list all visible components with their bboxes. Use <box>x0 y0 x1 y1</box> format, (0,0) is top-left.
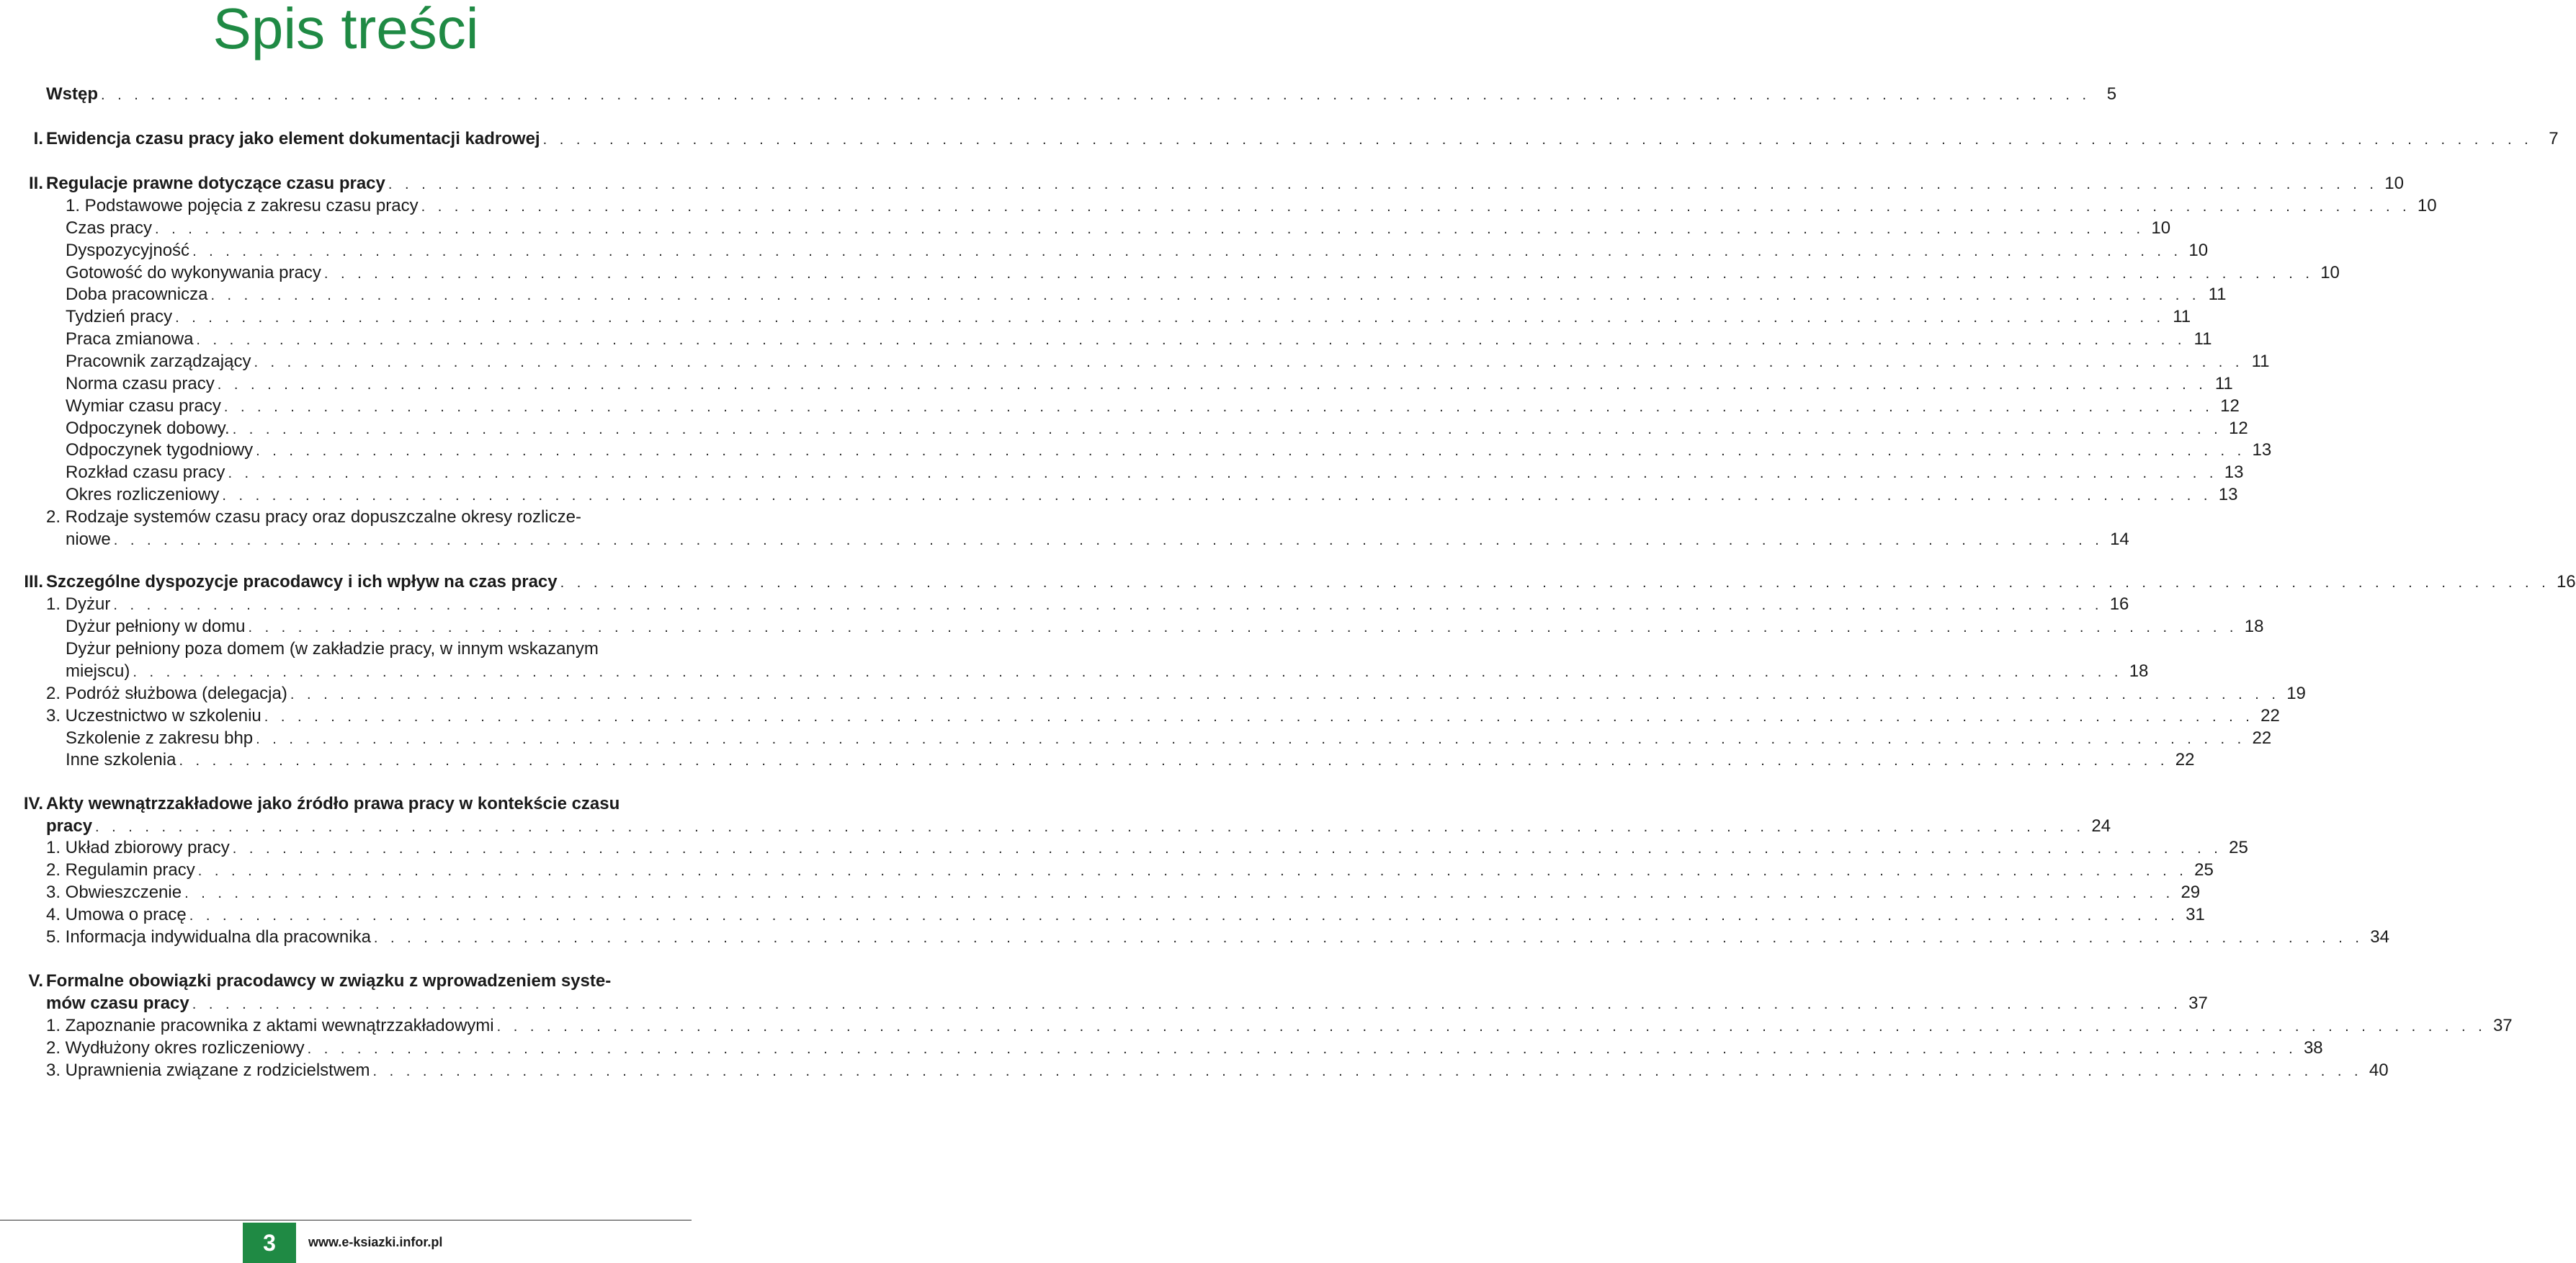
dot-leader: . . . . . . . . . . . . . . . . . . . . . . . . . . . . . . . . . . . . . . . . . . . . . . . . . . . . . . . . . . . . . . . . . . . . . . . . . . . . . . . . . . . . . . . . . . . . . . . . . . . . . . . . . . . . . . . . . . . . . . . . <box>196 332 2186 348</box>
dot-leader: . . . . . . . . . . . . . . . . . . . . . . . . . . . . . . . . . . . . . . . . . . . . . . . . . . . . . . . . . . . . . . . . . . . . . . . . . . . . . . . . . . . . . . . . . . . . . . . . . . . . . . . . . . . . . . . . . . . . . . . . <box>175 310 2165 326</box>
toc-entry[interactable] <box>66 262 2340 284</box>
toc-page-number: 37 <box>2188 994 2208 1013</box>
toc-entry-text: 1. Zapoznanie pracownika z aktami wewnątrzzakładowymi <box>46 1016 494 1035</box>
toc-entry[interactable] <box>46 882 2201 903</box>
toc-entry-text: miejscu) <box>66 661 130 681</box>
toc-entry-text: Regulacje prawne dotyczące czasu pracy <box>46 174 385 193</box>
dot-leader: . . . . . . . . . . . . . . . . . . . . . . . . . . . . . . . . . . . . . . . . . . . . . . . . . . . . . . . . . . . . . . . . . . . . . . . . . . . . . . . . . . . . . . . . . . . . . . . . . . . . . . . . . . . . . . . . . . . . . . . . <box>113 532 2103 548</box>
toc-entry[interactable] <box>66 240 2209 262</box>
toc-page-number: 13 <box>2218 485 2238 504</box>
toc-page-number: 18 <box>2244 617 2264 636</box>
page-title: Spis treści <box>213 0 479 61</box>
toc-page-number: 38 <box>2303 1038 2323 1058</box>
toc-entry[interactable] <box>46 993 2208 1014</box>
toc-entry[interactable] <box>46 705 2280 727</box>
toc-entry[interactable] <box>46 1015 2513 1037</box>
toc-entry[interactable] <box>66 218 2171 239</box>
toc-entry-text: Okres rozliczeniowy <box>66 485 220 504</box>
dot-leader: . . . . . . . . . . . . . . . . . . . . . . . . . . . . . . . . . . . . . . . . . . . . . . . . . . . . . . . . . . . . . . . . . . . . . . . . . . . . . . . . . . . . . . . . . . . . . . . . . . . . . . . . . . . . . . . . . . . . . . . . <box>248 620 2238 635</box>
toc-entry-text: Rozkład czasu pracy <box>66 463 225 482</box>
dot-leader: . . . . . . . . . . . . . . . . . . . . . . . . . . . . . . . . . . . . . . . . . . . . . . . . . . . . . . . . . . . . . . . . . . . . . . . . . . . . . . . . . . . . . . . . . . . . . . . . . . . . . . . . . . . . . . . . . . . . . . . . <box>228 465 2218 481</box>
toc-entry-text: 1. Dyżur <box>46 594 111 614</box>
toc-entry[interactable] <box>66 306 2191 328</box>
toc-entry[interactable] <box>46 1060 2389 1081</box>
dot-leader: . . . . . . . . . . . . . . . . . . . . . . . . . . . . . . . . . . . . . . . . . . . . . . . . . . . . . . . . . . . . . . . . . . . . . . . . . . . . . . . . . . . . . . . . . . . . . . . . . . . . . . . . . . . . . . . . . . . . . . . . <box>101 87 2091 103</box>
dot-leader: . . . . . . . . . . . . . . . . . . . . . . . . . . . . . . . . . . . . . . . . . . . . . . . . . . . . . . . . . . . . . . . . . . . . . . . . . . . . . . . . . . . . . . . . . . . . . . . . . . . . . . . . . . . . . . . . . . . . . . . . <box>496 1019 2487 1035</box>
dot-leader: . . . . . . . . . . . . . . . . . . . . . . . . . . . . . . . . . . . . . . . . . . . . . . . . . . . . . . . . . . . . . . . . . . . . . . . . . . . . . . . . . . . . . . . . . . . . . . . . . . . . . . . . . . . . . . . . . . . . . . . . <box>189 908 2179 924</box>
dot-leader: . . . . . . . . . . . . . . . . . . . . . . . . . . . . . . . . . . . . . . . . . . . . . . . . . . . . . . . . . . . . . . . . . . . . . . . . . . . . . . . . . . . . . . . . . . . . . . . . . . . . . . . . . . . . . . . . . . . . . . . . <box>179 753 2169 769</box>
toc-chapter-number: I. <box>33 129 43 148</box>
toc-page-number: 25 <box>2229 838 2248 857</box>
dot-leader: . . . . . . . . . . . . . . . . . . . . . . . . . . . . . . . . . . . . . . . . . . . . . . . . . . . . . . . . . . . . . . . . . . . . . . . . . . . . . . . . . . . . . . . . . . . . . . . . . . . . . . . . . . . . . . . . . . . . . . . . <box>373 930 2363 946</box>
toc-page-number: 10 <box>2384 174 2404 193</box>
toc-page-number: 11 <box>2208 285 2227 304</box>
toc-entry[interactable] <box>46 173 2404 195</box>
dot-leader: . . . . . . . . . . . . . . . . . . . . . . . . . . . . . . . . . . . . . . . . . . . . . . . . . . . . . . . . . . . . . . . . . . . . . . . . . . . . . . . . . . . . . . . . . . . . . . . . . . . . . . . . . . . . . . . . . . . . . . . . <box>217 377 2207 393</box>
toc-entry-text-line1: Dyżur pełniony poza domem (w zakładzie pracy, w innym wskazanym <box>66 639 599 659</box>
toc-entry[interactable] <box>46 904 2205 926</box>
toc-entry[interactable] <box>46 128 2559 150</box>
dot-leader: . . . . . . . . . . . . . . . . . . . . . . . . . . . . . . . . . . . . . . . . . . . . . . . . . . . . . . . . . . . . . . . . . . . . . . . . . . . . . . . . . . . . . . . . . . . . . . . . . . . . . . . . . . . . . . . . . . . . . . . . <box>223 399 2214 415</box>
dot-leader: . . . . . . . . . . . . . . . . . . . . . . . . . . . . . . . . . . . . . . . . . . . . . . . . . . . . . . . . . . . . . . . . . . . . . . . . . . . . . . . . . . . . . . . . . . . . . . . . . . . . . . . . . . . . . . . . . . . . . . . . <box>113 597 2103 613</box>
toc-entry[interactable] <box>66 616 2264 638</box>
dot-leader: . . . . . . . . . . . . . . . . . . . . . . . . . . . . . . . . . . . . . . . . . . . . . . . . . . . . . . . . . . . . . . . . . . . . . . . . . . . . . . . . . . . . . . . . . . . . . . . . . . . . . . . . . . . . . . . . . . . . . . . . <box>197 863 2188 879</box>
toc-page-number: 10 <box>2417 196 2437 215</box>
toc-entry-text: Ewidencja czasu pracy jako element dokumentacji kadrowej <box>46 129 540 148</box>
dot-leader: . . . . . . . . . . . . . . . . . . . . . . . . . . . . . . . . . . . . . . . . . . . . . . . . . . . . . . . . . . . . . . . . . . . . . . . . . . . . . . . . . . . . . . . . . . . . . . . . . . . . . . . . . . . . . . . . . . . . . . . . <box>95 819 2085 835</box>
toc-entry-text: mów czasu pracy <box>46 994 189 1013</box>
toc-page-number: 22 <box>2175 750 2195 769</box>
toc-entry-text: 2. Wydłużony okres rozliczeniowy <box>46 1038 305 1058</box>
toc-entry[interactable] <box>66 396 2240 417</box>
dot-leader: . . . . . . . . . . . . . . . . . . . . . . . . . . . . . . . . . . . . . . . . . . . . . . . . . . . . . . . . . . . . . . . . . . . . . . . . . . . . . . . . . . . . . . . . . . . . . . . . . . . . . . . . . . . . . . . . . . . . . . . . <box>210 287 2201 303</box>
toc-page-number: 24 <box>2091 816 2111 836</box>
toc-entry[interactable] <box>66 484 2238 506</box>
toc-entry[interactable] <box>46 927 2389 948</box>
toc-entry-text: 3. Uczestnictwo w szkoleniu <box>46 706 261 726</box>
toc-entry[interactable] <box>66 728 2272 749</box>
toc-page-number: 14 <box>2110 530 2129 549</box>
dot-leader: . . . . . . . . . . . . . . . . . . . . . . . . . . . . . . . . . . . . . . . . . . . . . . . . . . . . . . . . . . . . . . . . . . . . . . . . . . . . . . . . . . . . . . . . . . . . . . . . . . . . . . . . . . . . . . . . . . . . . . . . <box>232 421 2222 437</box>
toc-page-number: 10 <box>2151 218 2171 238</box>
dot-leader: . . . . . . . . . . . . . . . . . . . . . . . . . . . . . . . . . . . . . . . . . . . . . . . . . . . . . . . . . . . . . . . . . . . . . . . . . . . . . . . . . . . . . . . . . . . . . . . . . . . . . . . . . . . . . . . . . . . . . . . . <box>256 731 2246 747</box>
toc-entry-text: Szczególne dyspozycje pracodawcy i ich wpływ na czas pracy <box>46 572 558 592</box>
toc-page-number: 25 <box>2194 860 2214 880</box>
toc-page-number: 10 <box>2320 263 2340 282</box>
dot-leader: . . . . . . . . . . . . . . . . . . . . . . . . . . . . . . . . . . . . . . . . . . . . . . . . . . . . . . . . . . . . . . . . . . . . . . . . . . . . . . . . . . . . . . . . . . . . . . . . . . . . . . . . . . . . . . . . . . . . . . . . <box>290 687 2280 702</box>
dot-leader: . . . . . . . . . . . . . . . . . . . . . . . . . . . . . . . . . . . . . . . . . . . . . . . . . . . . . . . . . . . . . . . . . . . . . . . . . . . . . . . . . . . . . . . . . . . . . . . . . . . . . . . . . . . . . . . . . . . . . . . . <box>133 664 2123 680</box>
dot-leader: . . . . . . . . . . . . . . . . . . . . . . . . . . . . . . . . . . . . . . . . . . . . . . . . . . . . . . . . . . . . . . . . . . . . . . . . . . . . . . . . . . . . . . . . . . . . . . . . . . . . . . . . . . . . . . . . . . . . . . . . <box>232 841 2222 857</box>
toc-entry-text-line1: Formalne obowiązki pracodawcy w związku z wprowadzeniem syste- <box>46 971 612 991</box>
toc-page-number: 12 <box>2220 396 2240 416</box>
toc-page-number: 16 <box>2556 572 2576 592</box>
footer-url: www.e-ksiazki.infor.pl <box>308 1235 443 1249</box>
toc-entry-text: Odpoczynek dobowy. <box>66 419 230 438</box>
toc-page-number: 11 <box>2193 329 2212 349</box>
dot-leader: . . . . . . . . . . . . . . . . . . . . . . . . . . . . . . . . . . . . . . . . . . . . . . . . . . . . . . . . . . . . . . . . . . . . . . . . . . . . . . . . . . . . . . . . . . . . . . . . . . . . . . . . . . . . . . . . . . . . . . . . <box>192 244 2183 259</box>
toc-entry[interactable] <box>66 439 2272 461</box>
footer-page-number: 3 <box>243 1223 296 1263</box>
toc-entry[interactable] <box>66 351 2270 372</box>
toc-entry-text: niowe <box>66 530 111 549</box>
toc-page-number: 34 <box>2370 927 2389 947</box>
toc-entry-text: Dyżur pełniony w domu <box>66 617 246 636</box>
toc-entry-text-line1: Akty wewnątrzzakładowe jako źródło prawa pracy w kontekście czasu <box>46 794 620 813</box>
toc-entry[interactable] <box>46 571 2576 593</box>
toc-entry[interactable] <box>46 683 2306 705</box>
toc-page-number: 13 <box>2252 440 2272 460</box>
toc-page-number: 22 <box>2260 706 2280 726</box>
toc-entry[interactable] <box>66 661 2149 682</box>
toc-entry-text: Pracownik zarządzający <box>66 352 251 371</box>
toc-entry[interactable] <box>46 837 2248 859</box>
toc-entry-text: Dyspozycyjność <box>66 241 190 260</box>
toc-entry[interactable] <box>46 860 2214 881</box>
toc-entry-text: Tydzień pracy <box>66 307 173 326</box>
toc-entry[interactable] <box>66 329 2212 350</box>
toc-page-number: 31 <box>2186 905 2205 924</box>
toc-entry-text: 1. Podstawowe pojęcia z zakresu czasu pracy <box>66 196 419 215</box>
toc-chapter-number: V. <box>28 971 43 991</box>
dot-leader: . . . . . . . . . . . . . . . . . . . . . . . . . . . . . . . . . . . . . . . . . . . . . . . . . . . . . . . . . . . . . . . . . . . . . . . . . . . . . . . . . . . . . . . . . . . . . . . . . . . . . . . . . . . . . . . . . . . . . . . . <box>307 1041 2297 1057</box>
toc-entry[interactable] <box>46 84 2117 105</box>
dot-leader: . . . . . . . . . . . . . . . . . . . . . . . . . . . . . . . . . . . . . . . . . . . . . . . . . . . . . . . . . . . . . . . . . . . . . . . . . . . . . . . . . . . . . . . . . . . . . . . . . . . . . . . . . . . . . . . . . . . . . . . . <box>222 488 2212 504</box>
toc-entry-text: 2. Regulamin pracy <box>46 860 195 880</box>
dot-leader: . . . . . . . . . . . . . . . . . . . . . . . . . . . . . . . . . . . . . . . . . . . . . . . . . . . . . . . . . . . . . . . . . . . . . . . . . . . . . . . . . . . . . . . . . . . . . . . . . . . . . . . . . . . . . . . . . . . . . . . . <box>542 132 2533 148</box>
toc-entry-text: 5. Informacja indywidualna dla pracownika <box>46 927 371 947</box>
toc-entry-text: Czas pracy <box>66 218 153 238</box>
dot-leader: . . . . . . . . . . . . . . . . . . . . . . . . . . . . . . . . . . . . . . . . . . . . . . . . . . . . . . . . . . . . . . . . . . . . . . . . . . . . . . . . . . . . . . . . . . . . . . . . . . . . . . . . . . . . . . . . . . . . . . . . <box>388 177 2378 192</box>
toc-entry[interactable] <box>66 749 2195 771</box>
toc-entry-text: Norma czasu pracy <box>66 374 215 393</box>
toc-chapter-number: III. <box>24 572 43 592</box>
dot-leader: . . . . . . . . . . . . . . . . . . . . . . . . . . . . . . . . . . . . . . . . . . . . . . . . . . . . . . . . . . . . . . . . . . . . . . . . . . . . . . . . . . . . . . . . . . . . . . . . . . . . . . . . . . . . . . . . . . . . . . . . <box>192 996 2182 1012</box>
toc-page-number: 11 <box>2251 352 2270 371</box>
toc-page-number: 13 <box>2224 463 2244 482</box>
toc-entry[interactable] <box>66 284 2227 305</box>
toc-entry-text: 2. Podróż służbowa (delegacja) <box>46 684 287 703</box>
toc-chapter-number: IV. <box>23 794 43 813</box>
toc-page-number: 16 <box>2109 594 2129 614</box>
toc-page-number: 11 <box>2214 374 2233 393</box>
toc-entry-text: Gotowość do wykonywania pracy <box>66 263 321 282</box>
dot-leader: . . . . . . . . . . . . . . . . . . . . . . . . . . . . . . . . . . . . . . . . . . . . . . . . . . . . . . . . . . . . . . . . . . . . . . . . . . . . . . . . . . . . . . . . . . . . . . . . . . . . . . . . . . . . . . . . . . . . . . . . <box>323 266 2314 282</box>
toc-page-number: 19 <box>2286 684 2306 703</box>
toc-page-number: 12 <box>2229 419 2248 438</box>
toc-entry[interactable] <box>66 529 2129 550</box>
toc-entry-text: 3. Uprawnienia związane z rodzicielstwem <box>46 1061 370 1080</box>
toc-entry[interactable] <box>46 594 2129 615</box>
dot-leader: . . . . . . . . . . . . . . . . . . . . . . . . . . . . . . . . . . . . . . . . . . . . . . . . . . . . . . . . . . . . . . . . . . . . . . . . . . . . . . . . . . . . . . . . . . . . . . . . . . . . . . . . . . . . . . . . . . . . . . . . <box>184 885 2175 901</box>
toc-page-number: 40 <box>2369 1061 2389 1080</box>
toc-entry[interactable] <box>66 462 2244 483</box>
toc-entry-text: Wstęp <box>46 84 98 104</box>
toc-entry[interactable] <box>66 195 2437 217</box>
toc-entry-text: Odpoczynek tygodniowy <box>66 440 254 460</box>
dot-leader: . . . . . . . . . . . . . . . . . . . . . . . . . . . . . . . . . . . . . . . . . . . . . . . . . . . . . . . . . . . . . . . . . . . . . . . . . . . . . . . . . . . . . . . . . . . . . . . . . . . . . . . . . . . . . . . . . . . . . . . . <box>560 575 2550 591</box>
toc-page-number: 37 <box>2492 1016 2513 1035</box>
toc-entry-text: 1. Układ zbiorowy pracy <box>46 838 230 857</box>
toc-entry-text: Doba pracownicza <box>66 285 208 304</box>
toc-entry-text: 3. Obwieszczenie <box>46 883 182 902</box>
toc-entry-text: pracy <box>46 816 93 836</box>
toc-page-number: 5 <box>2106 84 2117 104</box>
toc-entry-text: Wymiar czasu pracy <box>66 396 221 416</box>
toc-entry-text-line1: 2. Rodzaje systemów czasu pracy oraz dopuszczalne okresy rozlicze- <box>46 507 581 527</box>
toc-entry-text: Szkolenie z zakresu bhp <box>66 728 254 748</box>
toc-page-number: 29 <box>2181 883 2201 902</box>
toc-entry[interactable] <box>66 418 2248 439</box>
dot-leader: . . . . . . . . . . . . . . . . . . . . . . . . . . . . . . . . . . . . . . . . . . . . . . . . . . . . . . . . . . . . . . . . . . . . . . . . . . . . . . . . . . . . . . . . . . . . . . . . . . . . . . . . . . . . . . . . . . . . . . . . <box>256 443 2246 459</box>
toc-entry[interactable] <box>66 373 2233 395</box>
toc-page-number: 10 <box>2188 241 2209 260</box>
toc-entry-text: Praca zmianowa <box>66 329 194 349</box>
dot-leader: . . . . . . . . . . . . . . . . . . . . . . . . . . . . . . . . . . . . . . . . . . . . . . . . . . . . . . . . . . . . . . . . . . . . . . . . . . . . . . . . . . . . . . . . . . . . . . . . . . . . . . . . . . . . . . . . . . . . . . . . <box>264 709 2254 725</box>
dot-leader: . . . . . . . . . . . . . . . . . . . . . . . . . . . . . . . . . . . . . . . . . . . . . . . . . . . . . . . . . . . . . . . . . . . . . . . . . . . . . . . . . . . . . . . . . . . . . . . . . . . . . . . . . . . . . . . . . . . . . . . . <box>421 199 2411 215</box>
toc-entry[interactable] <box>46 1037 2323 1059</box>
toc-page-number: 22 <box>2252 728 2272 748</box>
toc-entry-text: 4. Umowa o pracę <box>46 905 187 924</box>
toc-chapter-number: II. <box>28 174 43 193</box>
toc-entry[interactable] <box>46 816 2111 837</box>
dot-leader: . . . . . . . . . . . . . . . . . . . . . . . . . . . . . . . . . . . . . . . . . . . . . . . . . . . . . . . . . . . . . . . . . . . . . . . . . . . . . . . . . . . . . . . . . . . . . . . . . . . . . . . . . . . . . . . . . . . . . . . . <box>372 1063 2363 1079</box>
toc-page-number: 18 <box>2129 661 2149 681</box>
toc-entry-text: Inne szkolenia <box>66 750 176 769</box>
dot-leader: . . . . . . . . . . . . . . . . . . . . . . . . . . . . . . . . . . . . . . . . . . . . . . . . . . . . . . . . . . . . . . . . . . . . . . . . . . . . . . . . . . . . . . . . . . . . . . . . . . . . . . . . . . . . . . . . . . . . . . . . <box>254 354 2244 370</box>
dot-leader: . . . . . . . . . . . . . . . . . . . . . . . . . . . . . . . . . . . . . . . . . . . . . . . . . . . . . . . . . . . . . . . . . . . . . . . . . . . . . . . . . . . . . . . . . . . . . . . . . . . . . . . . . . . . . . . . . . . . . . . . <box>155 221 2145 237</box>
toc-page-number: 11 <box>2173 307 2191 326</box>
toc-page-number: 7 <box>2549 129 2559 148</box>
